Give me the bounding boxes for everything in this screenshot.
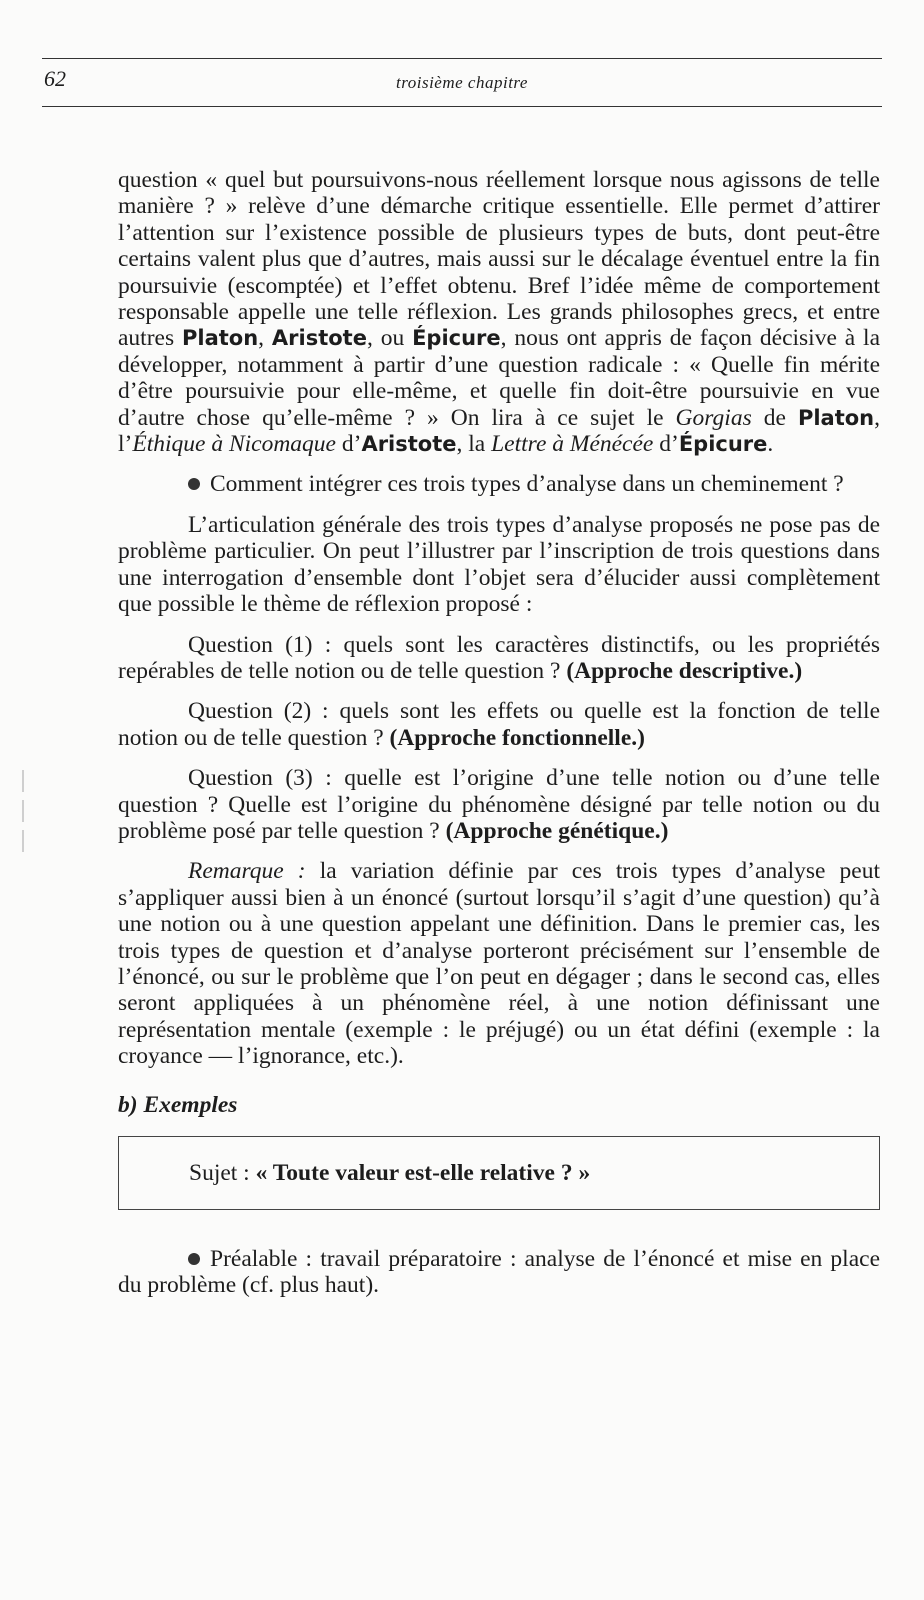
paragraph-purpose: question « quel but poursuivons-nous réellement lorsque nous agissons de telle manière ? » relève d’une démarche critique essentielle. Elle permet d’attirer l’attention sur l’existence possible de plusieurs types de buts, dont peut-être certains valent plus que d’autres, mais aussi sur le décalage éventuel entre la fin poursuivie (escomptée) et l’effet obtenu. Bref l’idée même de comportement responsable appelle une telle réflexion. Les grands philosophes grecs, et entre autres Platon, Aristote, ou Épicure, nous ont appris de façon décisive à la développer, notamment à partir d’une question radicale : « Quelle fin mérite d’être poursuivie pour elle-même, et quelle fin doit-être poursuivie en vue d’autre chose qu’elle-même ? » On lira à ce sujet le Gorgias de Platon, l’Éthique à Nicomaque d’Aristote, la Lettre à Ménécée d’Épicure. — [118, 167, 880, 458]
remark-paragraph: Remarque : la variation définie par ces trois types d’analyse peut s’appliquer aussi bien à un énoncé (surtout lorsqu’il s’agit d’une question) qu’à une notion ou à une question appelant une définition. Dans le premier cas, les trois types de question et d’analyse porteront précisément sur l’ensemble de l’énoncé, ou sur le problème que l’on peut en dégager ; dans le second cas, elles seront appliquées à un phénomène réel, à une notion définissant une représentation mentale (exemple : le préjugé) ou un état défini (exemple : la croyance — l’ignorance, etc.). — [118, 858, 880, 1070]
author-name: Aristote — [271, 326, 367, 351]
paragraph-articulation: L’articulation générale des trois types d’analyse proposés ne pose pas de problème particulier. On peut l’illustrer par l’inscription de trois questions dans une interrogation d’ensemble dont l’objet sera d’élucider aussi complètement que possible le thème de réflexion proposé : — [118, 511, 880, 618]
bullet-point: Préalable : travail préparatoire : analyse de l’énoncé et mise en place du problème (cf. plus haut). — [118, 1246, 880, 1299]
approach-label: (Approche fonctionnelle.) — [389, 724, 645, 751]
subject-prefix: Sujet : — [189, 1159, 250, 1186]
page-body — [118, 167, 880, 1299]
question-1: Question (1) : quels sont les caractères distinctifs, ou les propriétés repérables de telle notion ou de telle question ? (Approche descriptive.) — [118, 631, 880, 684]
book-title: Gorgias — [675, 404, 752, 431]
book-title: Éthique à Nicomaque — [132, 431, 336, 458]
remark-label: Remarque : — [188, 858, 306, 885]
question-3: Question (3) : quelle est l’origine d’une telle notion ou d’une telle question ? Quelle est l’origine du phénomène désigné par telle notion ou du problème posé par telle question ? (Approche génétique.) — [118, 765, 880, 844]
header-bottom-rule — [42, 106, 882, 107]
scan-artifact — [22, 800, 24, 822]
author-name: Platon — [181, 326, 259, 351]
question-2: Question (2) : quels sont les effets ou quelle est la fonction de telle notion ou de telle question ? (Approche fonctionnelle.) — [118, 698, 880, 751]
header-top-rule — [42, 58, 882, 59]
author-name: Épicure — [412, 326, 501, 351]
page-number: 62 — [44, 66, 66, 91]
subject-box — [118, 1136, 880, 1210]
approach-label: (Approche descriptive.) — [566, 657, 803, 684]
author-name: Épicure — [678, 432, 768, 457]
subject-title: « Toute valeur est-elle relative ? » — [255, 1159, 591, 1186]
bullet-point: Comment intégrer ces trois types d’analyse dans un cheminement ? — [118, 471, 880, 497]
book-title: Lettre à Ménécée — [491, 431, 654, 458]
approach-label: (Approche génétique.) — [445, 817, 669, 844]
author-name: Aristote — [361, 432, 457, 457]
running-title: troisième chapitre — [396, 73, 528, 92]
bullet-icon — [188, 478, 200, 490]
bullet-icon — [188, 1253, 200, 1265]
author-name: Platon — [797, 405, 875, 430]
scan-artifact — [22, 830, 24, 852]
section-heading: b) Exemples — [118, 1091, 238, 1118]
scan-artifact — [22, 770, 24, 792]
